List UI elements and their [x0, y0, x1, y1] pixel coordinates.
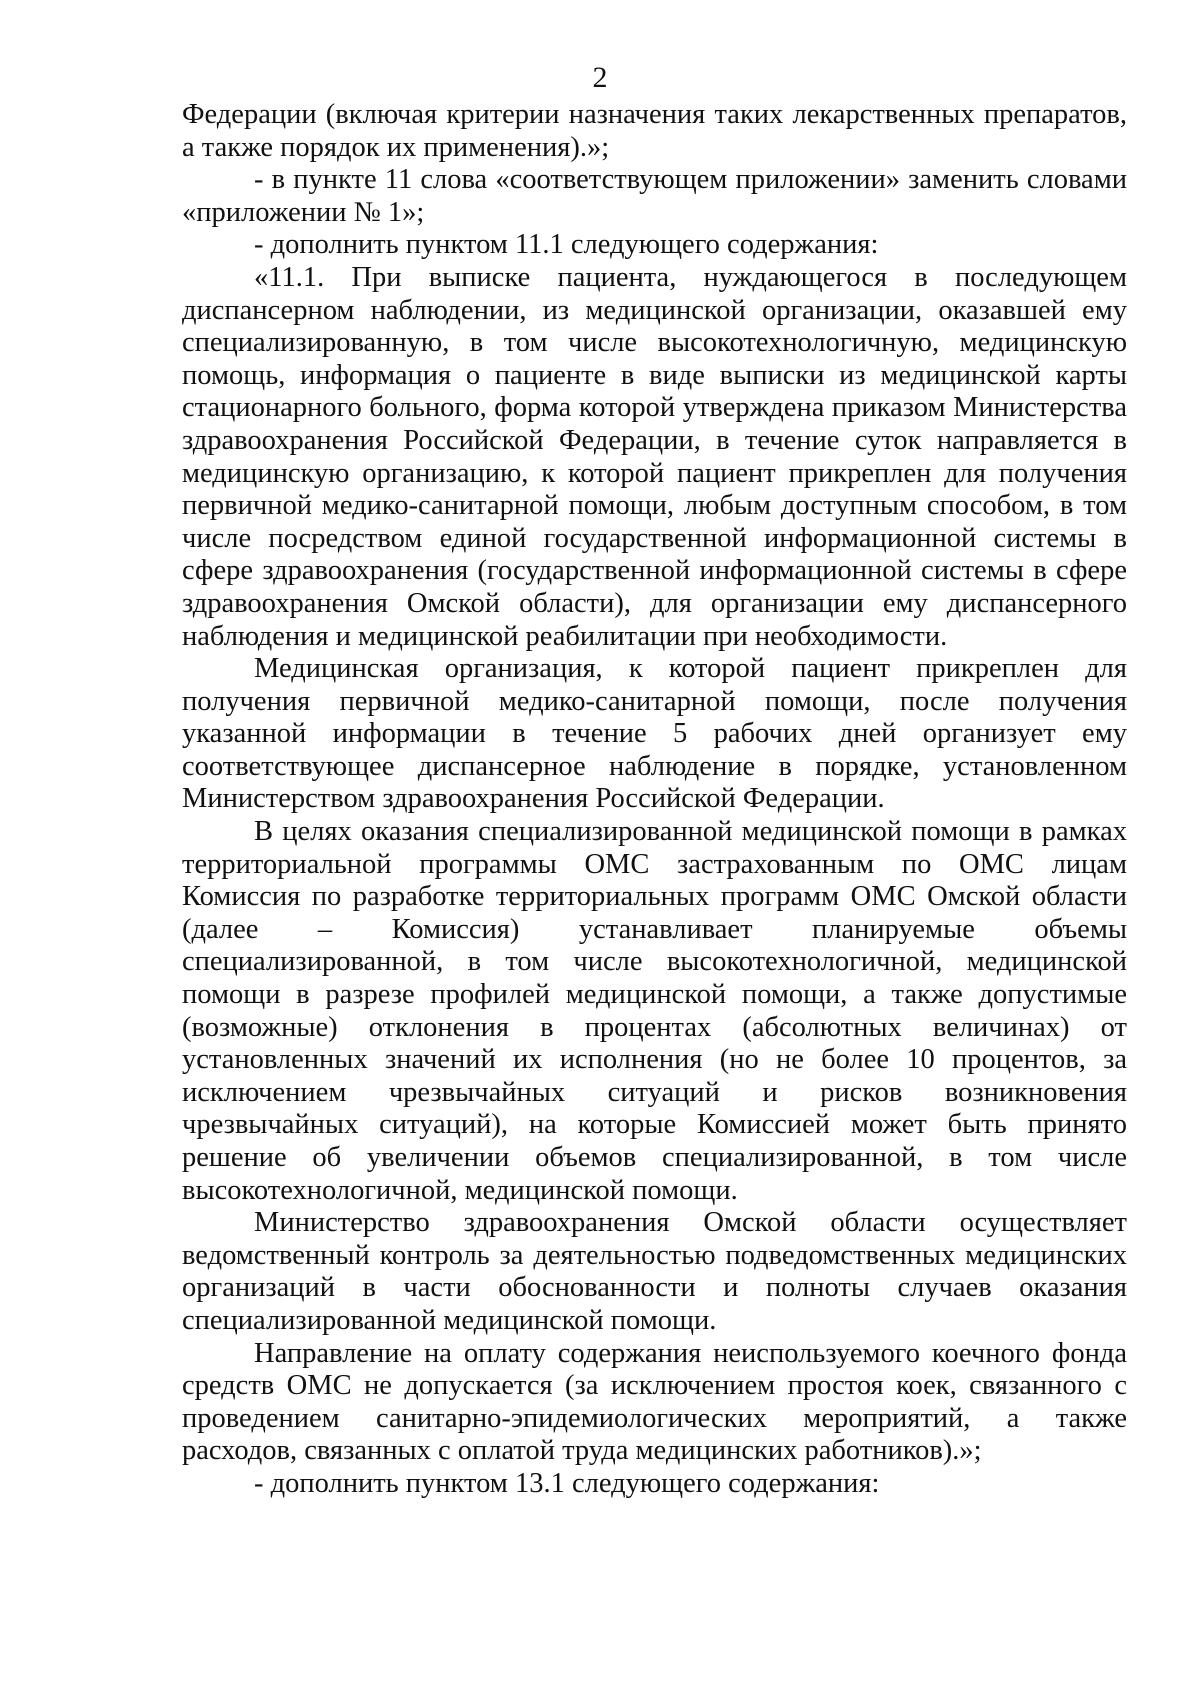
- paragraph-bed-fund: Направление на оплату содержания неиспользуемого коечного фонда средств ОМС не допускается (за исключением простоя коек, связанного с проведением санитарно-эпидемиологических мероприятий, а также расходов, связанных с оплатой труда медицинских работников).»;: [182, 1337, 1127, 1467]
- paragraph-add-item-11-1: - дополнить пунктом 11.1 следующего содержания:: [254, 229, 879, 261]
- document-body: [182, 99, 1127, 1501]
- page-number: 2: [592, 61, 608, 94]
- paragraph-item-11-1-text: «11.1. При выписке пациента, нуждающегося в последующем диспансерном наблюдении, из медицинской организации, оказавшей ему специализированную, в том числе высокотехнологичную, медицинскую помощь, информация о пациенте в виде выписки из медицинской карты стационарного больного, форма которой утверждена приказом Министерства здравоохранения Российской Федерации, в течение суток направляется в медицинскую организацию, к которой пациент прикреплен для получения первичной медико-санитарной помощи, любым доступным способом, в том числе посредством единой государственной информационной системы в сфере здравоохранения (государственной информационной системы в сфере здравоохранения Омской области), для организации ему диспансерного наблюдения и медицинской реабилитации при необходимости.: [182, 261, 1127, 652]
- paragraph-ministry-control: Министерство здравоохранения Омской области осуществляет ведомственный контроль за деятельностью подведомственных медицинских организаций в части обоснованности и полноты случаев оказания специализированной медицинской помощи.: [182, 1207, 1127, 1336]
- paragraph-medical-organization: Медицинская организация, к которой пациент прикреплен для получения первичной медико-санитарной помощи, после получения указанной информации в течение 5 рабочих дней организует ему соответствующее диспансерное наблюдение в порядке, установленном Министерством здравоохранения Российской Федерации.: [182, 653, 1127, 815]
- paragraph-specialized-care: В целях оказания специализированной медицинской помощи в рамках территориальной программы ОМС застрахованным по ОМС лицам Комиссия по разработке территориальных программ ОМС Омской области (далее – Комиссия) устанавливает планируемые объемы специализированной, в том числе высокотехнологичной, медицинской помощи в разрезе профилей медицинской помощи, а также допустимые (возможные) отклонения в процентах (абсолютных величинах) от установленных значений их исполнения (но не более 10 процентов, за исключением чрезвычайных ситуаций и рисков возникновения чрезвычайных ситуаций), на которые Комиссией может быть принято решение об увеличении объемов специализированной, в том числе высокотехнологичной, медицинской помощи.: [182, 816, 1127, 1206]
- paragraph-add-item-13-1: - дополнить пунктом 13.1 следующего содержания:: [254, 1467, 880, 1499]
- paragraph-continuation: Федерации (включая критерии назначения таких лекарственных препаратов, а также порядок их применения).»;: [182, 99, 1127, 163]
- paragraph-amendment-item-11: - в пункте 11 слова «соответствующем приложении» заменить словами «приложении № 1»;: [182, 164, 1127, 228]
